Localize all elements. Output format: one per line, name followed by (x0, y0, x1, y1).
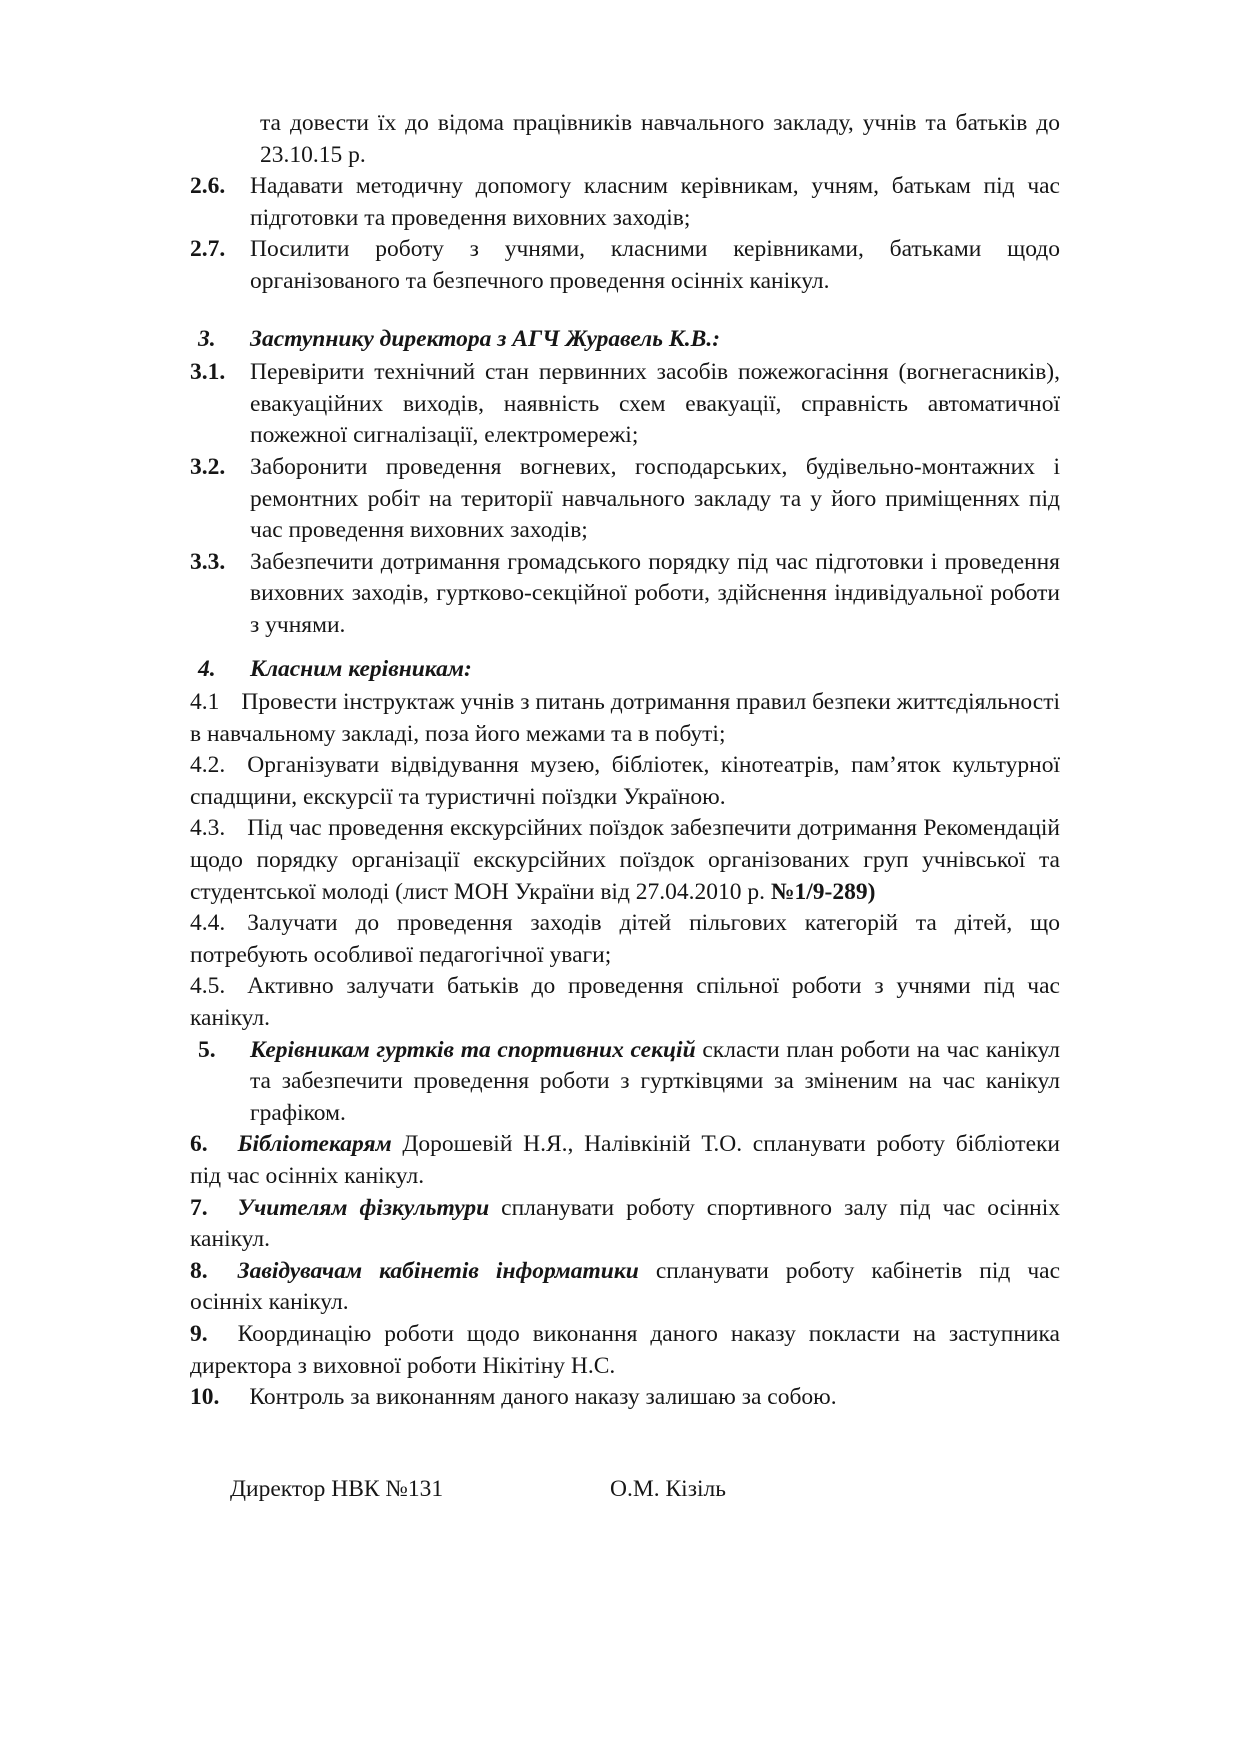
item-text: Дорошевій Н.Я., Налівкіній Т.О. спланувати роботу бібліотеки під час осінніх канікул. (190, 1131, 1060, 1189)
item-number: 2.6. (190, 173, 226, 200)
item-lead: Завідувачам кабінетів інформатики (237, 1257, 639, 1284)
item-number: 7. (190, 1194, 208, 1221)
paragraph-4-1 (190, 687, 1060, 750)
item-text-bold-tail: №1/9-289) (770, 878, 876, 905)
item-number: 10. (190, 1384, 220, 1411)
paragraph-4-3 (190, 813, 1060, 908)
item-number: 6. (190, 1131, 208, 1158)
item-text: Контроль за виконанням даного наказу залишаю за собою. (249, 1384, 837, 1411)
list-item-10 (190, 1382, 1060, 1414)
section-heading-3 (190, 324, 1060, 356)
item-number: 4.1 (190, 689, 220, 716)
item-number: 8. (190, 1257, 208, 1284)
item-text: Провести інструктаж учнів з питань дотримання правил безпеки життєдіяльності в навчальному закладі, поза його межами та в побуті; (190, 689, 1060, 747)
section-number: 3. (198, 325, 216, 352)
list-item (190, 547, 1060, 642)
item-text: Залучати до проведення заходів дітей пільгових категорій та дітей, що потребують особливої педагогічної уваги; (190, 910, 1060, 968)
item-number: 3.1. (190, 359, 226, 386)
item-number: 4.3. (190, 815, 226, 842)
paragraph-4-4 (190, 908, 1060, 971)
item-text: Посилити роботу з учнями, класними керівниками, батьками щодо організованого та безпечного проведення осінніх канікул. (250, 236, 1060, 294)
list-item-9 (190, 1319, 1060, 1382)
item-text: Перевірити технічний стан первинних засобів пожежогасіння (вогнегасників), евакуаційних виходів, наявність схем евакуації, справність автоматичної пожежної сигналізації, електромережі; (250, 359, 1060, 449)
list-item (190, 452, 1060, 547)
item-number: 3.3. (190, 548, 226, 575)
list-item (190, 357, 1060, 452)
item-number: 4.4. (190, 910, 226, 937)
item-text: Надавати методичну допомогу класним керівникам, учням, батькам під час підготовки та проведення виховних заходів; (250, 173, 1060, 231)
paragraph-4-5 (190, 971, 1060, 1034)
item-text: Організувати відвідування музею, бібліотек, кінотеатрів, пам’яток культурної спадщини, екскурсії та туристичні поїздки Україною. (190, 752, 1060, 810)
document-body (190, 108, 1061, 1505)
item-text: Під час проведення екскурсійних поїздок забезпечити дотримання Рекомендацій щодо порядку організації екскурсійних поїздок організованих груп учнівської та студентської молоді (лист МОН України від 27.04.2010 р. (190, 815, 1060, 905)
section-heading-4 (190, 654, 1060, 686)
item-lead: Бібліотекарям (237, 1131, 392, 1158)
continuation-paragraph: та довести їх до відома працівників навчального закладу, учнів та батьків до 23.10.15 р. (260, 110, 1060, 168)
list-item-5 (190, 1035, 1060, 1130)
item-number: 2.7. (190, 236, 226, 263)
signatory-position: Директор НВК №131 (230, 1475, 444, 1502)
item-text-wrapper (250, 1035, 1060, 1130)
item-text: Активно залучати батьків до проведення спільної роботи з учнями під час канікул. (190, 973, 1060, 1032)
item-number: 4.2. (190, 752, 226, 779)
item-text: Координацію роботи щодо виконання даного наказу покласти на заступника директора з виховної роботи Нікітіну Н.С. (190, 1320, 1060, 1379)
section-title: Класним керівникам: (250, 655, 472, 682)
list-item-6 (190, 1129, 1060, 1192)
section-number: 4. (198, 655, 216, 682)
item-lead: Керівникам гуртків та спортивних секцій (250, 1036, 696, 1063)
item-number: 4.5. (190, 973, 226, 1000)
item-number: 3.2. (190, 453, 226, 480)
paragraph-4-2 (190, 750, 1060, 813)
item-text: скласти план роботи на час канікул та забезпечити проведення роботи з гуртківцями за зміненим на час канікул графіком. (250, 1036, 1060, 1126)
item-number: 9. (190, 1320, 208, 1347)
item-number: 5. (198, 1036, 216, 1063)
list-item (190, 234, 1060, 297)
signature-block (230, 1474, 1060, 1506)
item-text: спланувати роботу кабінетів під час осінніх канікул. (190, 1257, 1061, 1316)
item-text: Заборонити проведення вогневих, господарських, будівельно-монтажних і ремонтних робіт на території навчального закладу та у його приміщеннях під час проведення виховних заходів; (250, 453, 1060, 544)
list-item-7 (190, 1193, 1060, 1256)
list-item-8 (190, 1256, 1060, 1319)
section-title: Заступнику директора з АГЧ Журавель К.В.: (250, 325, 721, 352)
signatory-name: О.М. Кізіль (610, 1475, 726, 1502)
list-item (190, 171, 1060, 234)
item-text: спланувати роботу спортивного залу під час осінніх канікул. (190, 1194, 1061, 1253)
item-text: Забезпечити дотримання громадського порядку під час підготовки і проведення виховних заходів, гуртково-секційної роботи, здійснення індивідуальної роботи з учнями. (250, 548, 1060, 638)
item-lead: Учителям фізкультури (237, 1194, 490, 1221)
